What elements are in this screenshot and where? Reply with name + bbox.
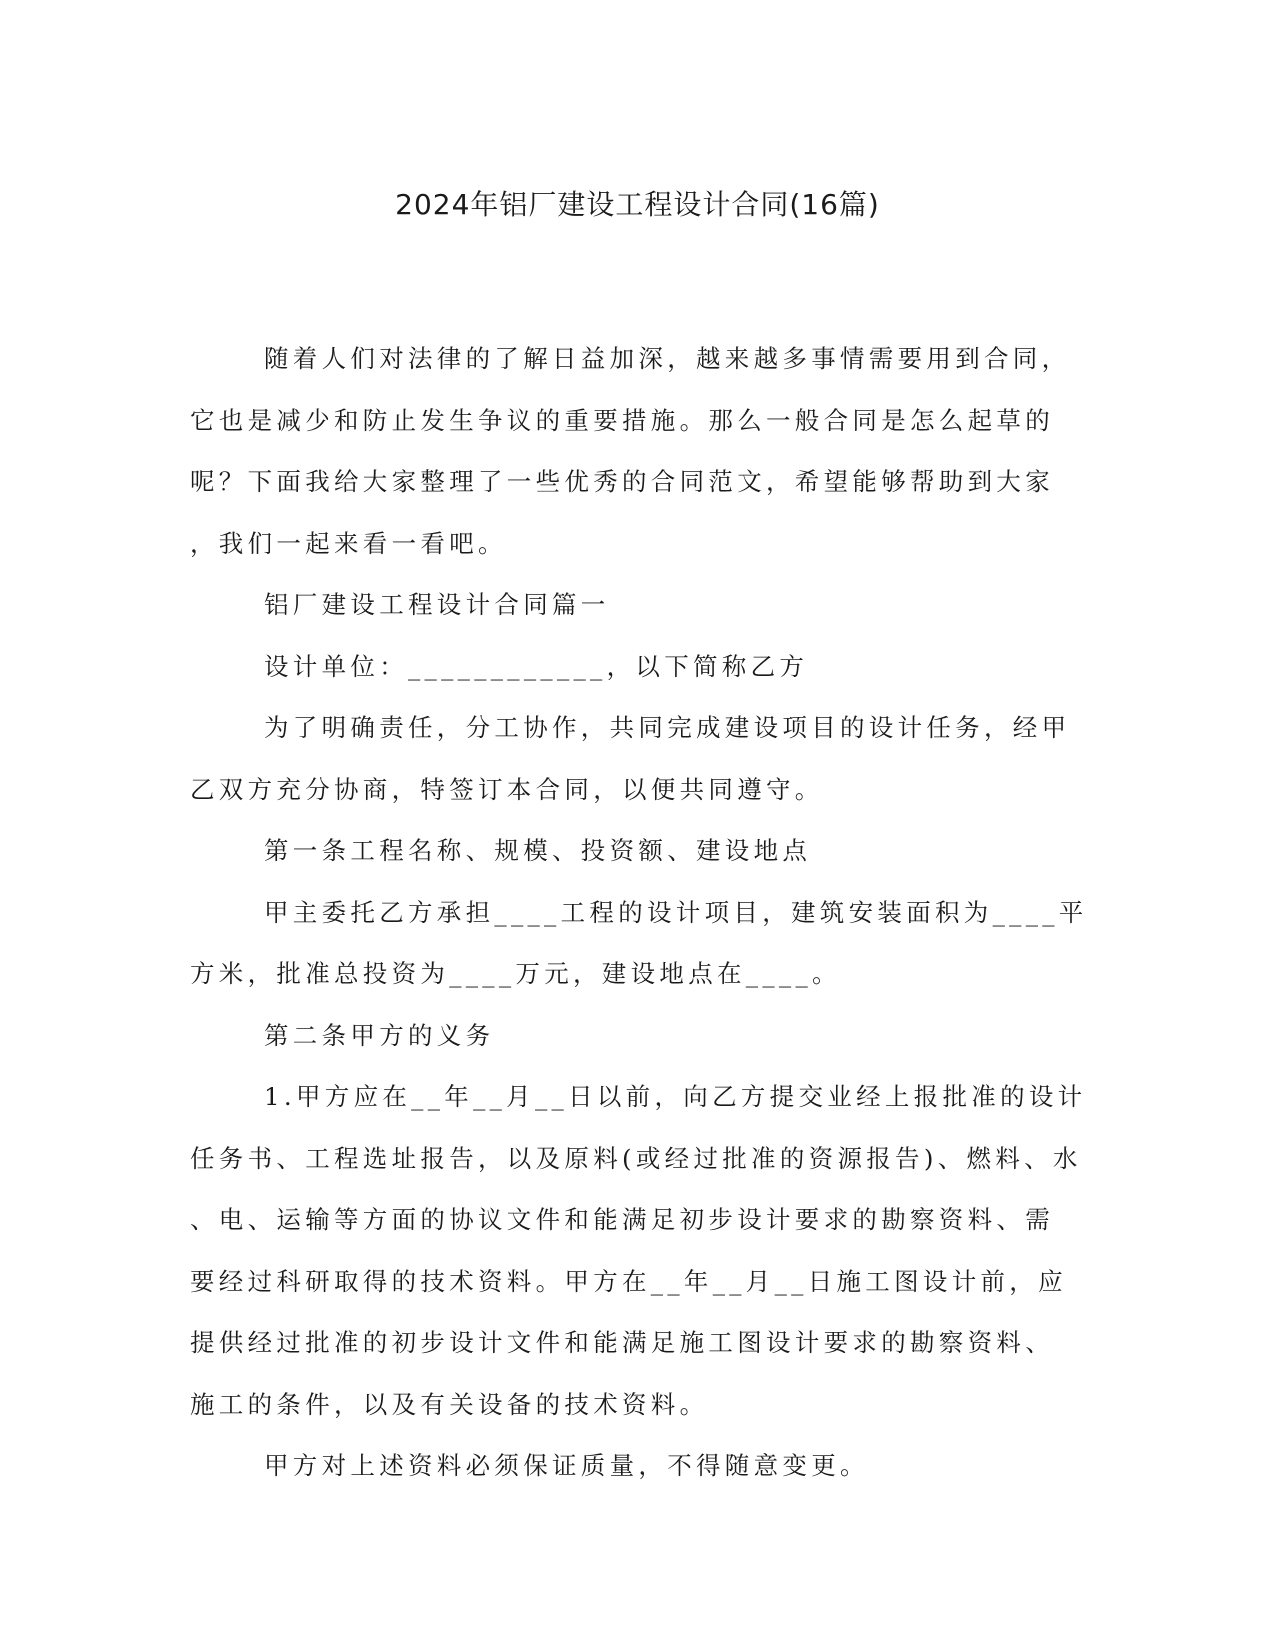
clause-heading: 第二条甲方的义务 [264,1020,495,1050]
text-line: 设计单位：____________，以下简称乙方 [264,651,809,681]
text-line: 甲方对上述资料必须保证质量，不得随意变更。 [264,1451,869,1480]
clause-heading: 第一条工程名称、规模、投资额、建设地点 [264,836,812,865]
section-heading: 铝厂建设工程设计合同篇一 [264,590,610,619]
text-line: 提供经过批准的初步设计文件和能满足施工图设计要求的勘察资料、 [190,1328,1054,1357]
text-line: 为了明确责任，分工协作，共同完成建设项目的设计任务，经甲 [264,713,1071,742]
text-line: 1.甲方应在__年__月__日以前，向乙方提交业经上报批准的设计 [264,1082,1087,1111]
text-line: 任务书、工程选址报告，以及原料(或经过批准的资源报告)、燃料、水 [190,1143,1082,1173]
text-line: 施工的条件，以及有关设备的技术资料。 [190,1389,709,1419]
text-line: ，我们一起来看一看吧。 [190,528,507,558]
text-line: 它也是减少和防止发生争议的重要措施。那么一般合同是怎么起草的 [190,405,1054,435]
text-line: 方米，批准总投资为____万元，建设地点在____。 [190,959,841,988]
document-title: 2024年铝厂建设工程设计合同(16篇) [395,188,880,221]
text-line: 随着人们对法律的了解日益加深，越来越多事情需要用到合同， [264,344,1071,373]
text-line: 呢？下面我给大家整理了一些优秀的合同范文，希望能够帮助到大家 [190,467,1054,496]
text-line: 要经过科研取得的技术资料。甲方在__年__月__日施工图设计前，应 [190,1266,1067,1296]
text-line: 甲主委托乙方承担____工程的设计项目，建筑安装面积为____平 [264,897,1088,927]
text-line: 乙双方充分协商，特签订本合同，以便共同遵守。 [190,774,824,804]
text-line: 、电、运输等方面的协议文件和能满足初步设计要求的勘察资料、需 [190,1205,1054,1234]
document-body [190,328,1088,1497]
